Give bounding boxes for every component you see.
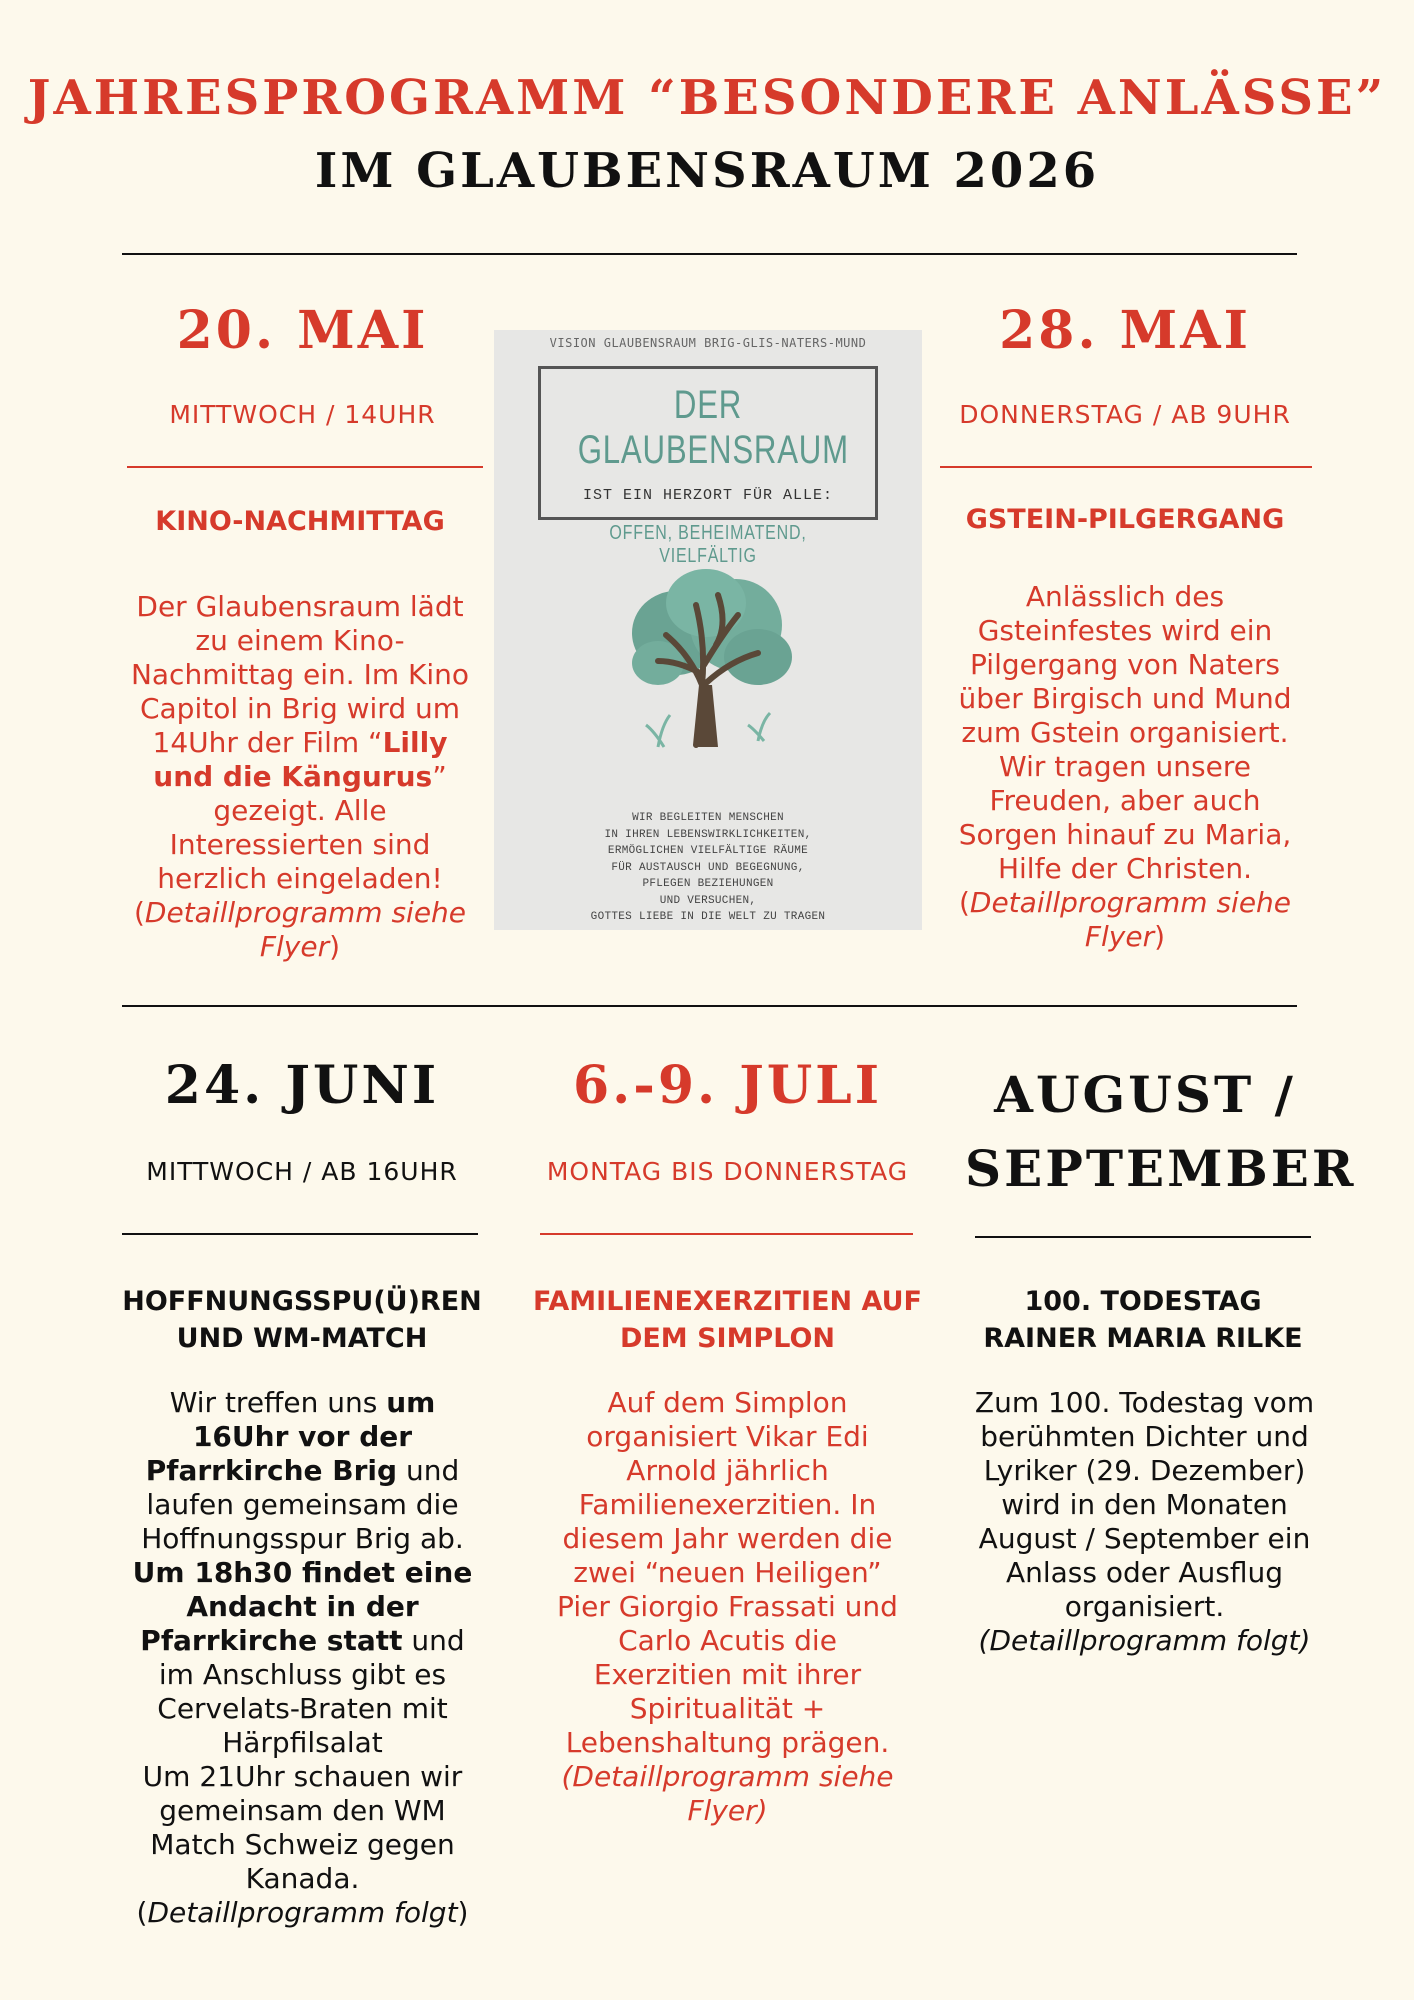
flyer-image [494,330,922,930]
event-date-6-9-juli: 6.-9. JULI [572,1055,883,1116]
divider-top [122,253,1297,255]
event-body-hoffnungsspuren: Wir treffen uns um 16Uhr vor der Pfarrkirche Brig und laufen gemeinsam die Hoffnungsspur Brig ab. Um 18h30 findet eine Andacht in der Pfarrkirche statt und im Anschluss gibt es Cervelats-Braten mit Härpfilsalat Um 21Uhr schauen wir gemeinsam den WM Match Schweiz gegen Kanada. (Detaillprogramm folgt) [132,1386,473,1929]
tree-icon [618,565,798,750]
event-date-20-mai: 20. MAI [176,300,429,361]
event-heading-gstein: GSTEIN-PILGERGANG [965,504,1285,535]
event-body-gstein: Anlässlich des Gsteinfestes wird ein Pilgergang von Naters über Birgisch und Mund zum Gstein organisiert. Wir tragen unsere Freuden, aber auch Sorgen hinauf zu Maria, Hilfe der Christen. (Detaillprogramm siehe Flyer) [958,580,1292,953]
event-divider [940,466,1312,468]
event-day-6-9-juli: MONTAG BIS DONNERSTAG [546,1157,909,1186]
event-body-rilke: Zum 100. Todestag vom berühmten Dichter und Lyriker (29. Dezember) wird in den Monaten August / September ein Anlass oder Ausflug organisiert. (Detaillprogramm folgt) [974,1386,1315,1657]
event-date-24-juni: 24. JUNI [164,1055,440,1116]
divider-middle [122,1005,1297,1007]
flyer-title: DER GLAUBENSRAUM [577,383,849,472]
event-heading-familienexerzitien: FAMILIENEXERZITIEN AUF DEM SIMPLON [533,1286,922,1354]
flyer-footer: WIR BEGLEITEN MENSCHEN IN IHREN LEBENSWIRKLICHKEITEN, ERMÖGLICHEN VIELFÄLTIGE RÄUME FÜR AUSTAUSCH UND BEGEGNUNG, PFLEGEN BEZIEHUNGEN UND VERSUCHEN, GOTTES LIEBE IN DIE WELT ZU TRAGEN [590,812,826,923]
page-subtitle: IM GLAUBENSRAUM 2026 [314,143,1100,199]
event-divider [122,1233,478,1235]
flyer-subtitle: IST EIN HERZORT FÜR ALLE: [582,487,834,504]
event-divider [540,1233,913,1235]
event-day-20-mai: MITTWOCH / 14UHR [169,400,436,429]
event-body-kino: Der Glaubensraum lädt zu einem Kino-Nachmittag ein. Im Kino Capitol in Brig wird um 14Uhr der Film “Lilly und die Kängurus” gezeigt. Alle Interessierten sind herzlich eingeladen! (Detaillprogramm siehe Flyer) [130,590,470,963]
flyer-top-text: VISION GLAUBENSRAUM BRIG-GLIS-NATERS-MUND [549,336,867,350]
event-divider [127,466,483,468]
event-day-24-juni: MITTWOCH / AB 16UHR [146,1157,458,1186]
page-title: JAHRESPROGRAMM “BESONDERE ANLÄSSE” [27,70,1387,126]
event-divider [975,1236,1311,1238]
flyer-tagline: OFFEN, BEHEIMATEND, VIELFÄLTIG [609,522,807,567]
event-heading-hoffnungsspuren: HOFFNUNGSSPU(Ü)REN UND WM-MATCH [122,1286,482,1354]
event-date-august-september: AUGUST / SEPTEMBER [965,1065,1357,1198]
flyer-title-box [538,366,878,567]
event-date-28-mai: 28. MAI [999,300,1251,361]
event-heading-rilke: 100. TODESTAG RAINER MARIA RILKE [983,1286,1303,1354]
event-day-28-mai: DONNERSTAG / AB 9UHR [959,400,1291,429]
event-heading-kino: KINO-NACHMITTAG [155,506,445,537]
event-body-familienexerzitien: Auf dem Simplon organisiert Vikar Edi Arnold jährlich Familienexerzitien. In diesem Jahr werden die zwei “neuen Heiligen” Pier Giorgio Frassati und Carlo Acutis die Exerzitien mit ihrer Spiritualität + Lebenshaltung prägen. (Detaillprogramm siehe Flyer) [557,1386,898,1827]
